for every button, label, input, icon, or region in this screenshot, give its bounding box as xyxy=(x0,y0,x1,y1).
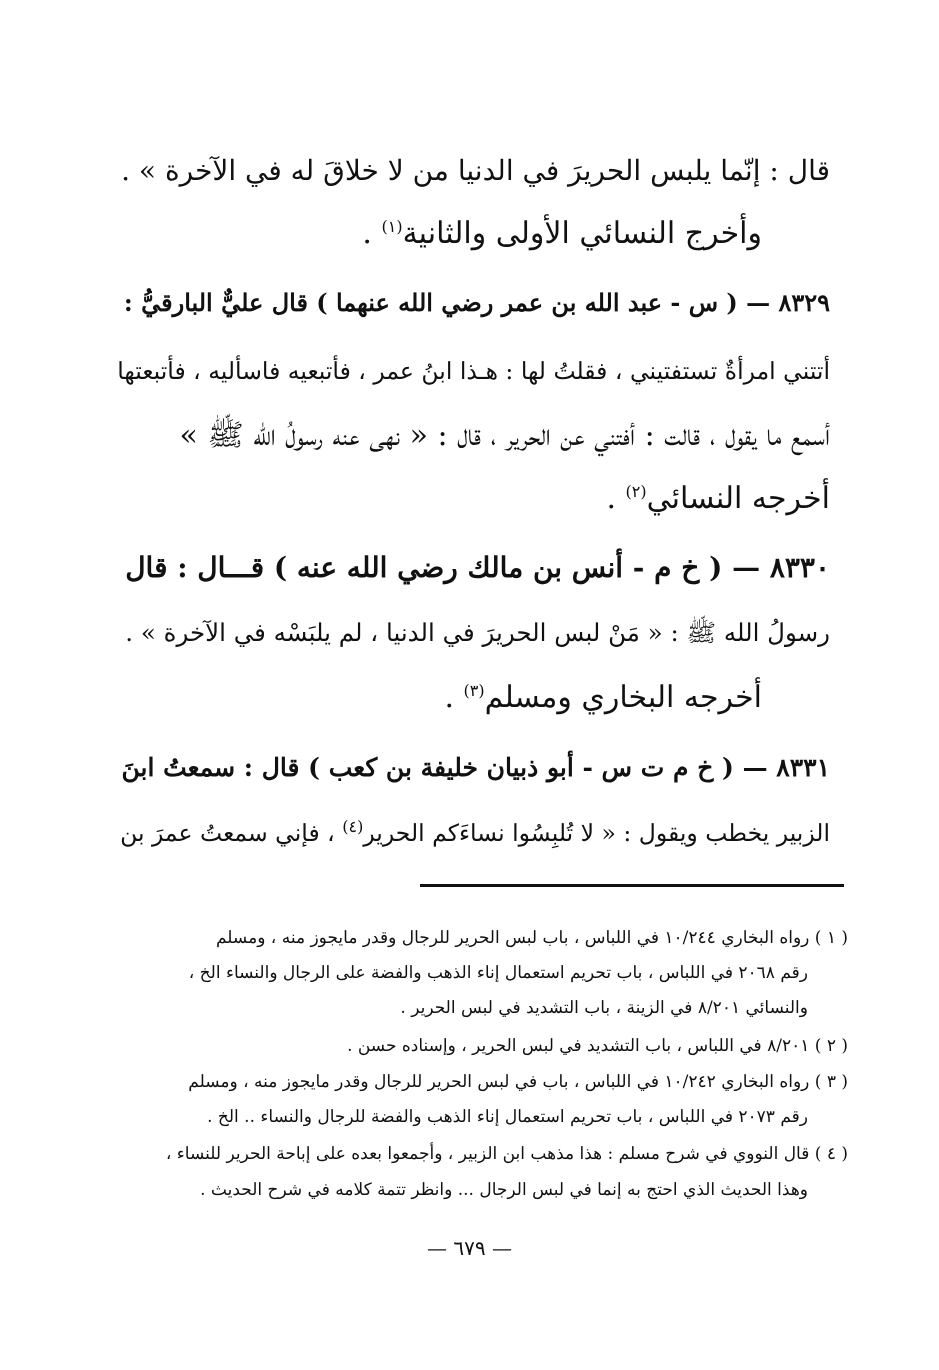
text-line-11-tail: ، فإني سمعتُ عمرَ بن xyxy=(120,819,343,847)
footnote-ref-1: (١) xyxy=(381,217,403,236)
text-line-5 xyxy=(118,405,830,467)
text-line-11 xyxy=(118,802,830,864)
hadith-8330-heading xyxy=(118,537,830,599)
footnote-ref-2: (٢) xyxy=(625,482,647,501)
text-line-1 xyxy=(118,140,830,202)
text-line-11-content: الزبير يخطب ويقول : « لا تُلبِسُوا نساءَكم الحرير xyxy=(363,819,830,847)
footnote-1-line-2: رقم ٢٠٦٨ في اللباس ، باب تحريم استعمال إناء الذهب والفضة على الرجال والنساء الخ ، xyxy=(188,963,808,983)
footnote-ref-4: (٤) xyxy=(342,817,364,837)
text-line-2 xyxy=(118,203,830,265)
footnote-3-line-2: رقم ٢٠٧٣ في اللباس ، باب تحريم استعمال إناء الذهب والفضة للرجال والنساء .. الخ . xyxy=(207,1107,808,1127)
footnote-2-line-1: ( ٢ ) ٨/٢٠١ في اللباس ، باب التشديد في لبس الحرير ، وإسناده حسن . xyxy=(347,1036,848,1056)
hadith-8331-heading-content: ٨٣٣١ — ( خ م ت س - أبو ذبيان خليفة بن كعب ) قال : سمعتُ ابنَ xyxy=(121,753,830,782)
text-line-4 xyxy=(118,340,830,402)
text-line-1-content: قال : إنّما يلبس الحريرَ في الدنيا من لا خلاقَ له في الآخرة » . xyxy=(121,154,830,187)
footnote-ref-3: (٣) xyxy=(463,681,485,700)
hadith-8330-heading-content: ٨٣٣٠ — ( خ م - أنس بن مالك رضي الله عنه ) قـــال : قال xyxy=(125,551,830,584)
text-line-6 xyxy=(118,468,830,530)
text-line-6-content: أخرجه النسائي xyxy=(646,481,830,516)
footnote-divider xyxy=(420,884,844,887)
footnote-1-line-1: ( ١ ) رواه البخاري ١٠/٢٤٤ في اللباس ، باب لبس الحرير للرجال وقدر مايجوز منه ، ومسلم xyxy=(215,928,848,948)
text-line-5-content: أسمع ما يقول ، قالت : أفتني عن الحرير ، قال : « نهى عنه رسولُ الله ﷺ » xyxy=(179,418,830,453)
hadith-8331-heading xyxy=(118,737,830,799)
text-line-9-content: أخرجه البخاري ومسلم xyxy=(484,680,762,715)
footnote-1-line-3: والنسائي ٨/٢٠١ في الزينة ، باب التشديد في لبس الحرير . xyxy=(400,998,808,1018)
text-line-6-tail: . xyxy=(606,481,626,516)
text-line-8-content: رسولُ الله ﷺ : « مَنْ لبس الحريرَ في الدنيا ، لم يلبَسْه في الآخرة » . xyxy=(125,618,830,647)
text-line-9-tail: . xyxy=(444,680,464,715)
text-line-9 xyxy=(118,667,830,729)
text-line-8 xyxy=(118,602,830,664)
page-number: — ٦٧٩ — xyxy=(427,1236,512,1260)
text-line-2-content: وأخرج النسائي الأولى والثانية xyxy=(402,216,762,251)
footnote-4-line-1: ( ٤ ) قال النووي في شرح مسلم : هذا مذهب ابن الزبير ، وأجمعوا بعده على إباحة الحرير للنساء ، xyxy=(165,1144,848,1164)
hadith-8329-heading-content: ٨٣٢٩ — ( س - عبد الله بن عمر رضي الله عنهما ) قال عليٌّ البارقيُّ : xyxy=(123,288,830,317)
footnote-3-line-1: ( ٣ ) رواه البخاري ١٠/٢٤٢ في اللباس ، باب في لبس الحرير للرجال وقدر مايجوز منه ، ومسلم xyxy=(188,1072,848,1092)
text-line-2-tail: . xyxy=(362,216,382,251)
footnote-4-line-2: وهذا الحديث الذي احتج به إنما في لبس الرجال ... وانظر تتمة كلامه في شرح الحديث . xyxy=(200,1180,808,1200)
text-line-4-content: أتتني امرأةٌ تستفتيني ، فقلتُ لها : هـذا ابنُ عمر ، فأتبعيه فاسأليه ، فأتبعتها xyxy=(117,357,830,385)
hadith-8329-heading xyxy=(118,272,830,334)
